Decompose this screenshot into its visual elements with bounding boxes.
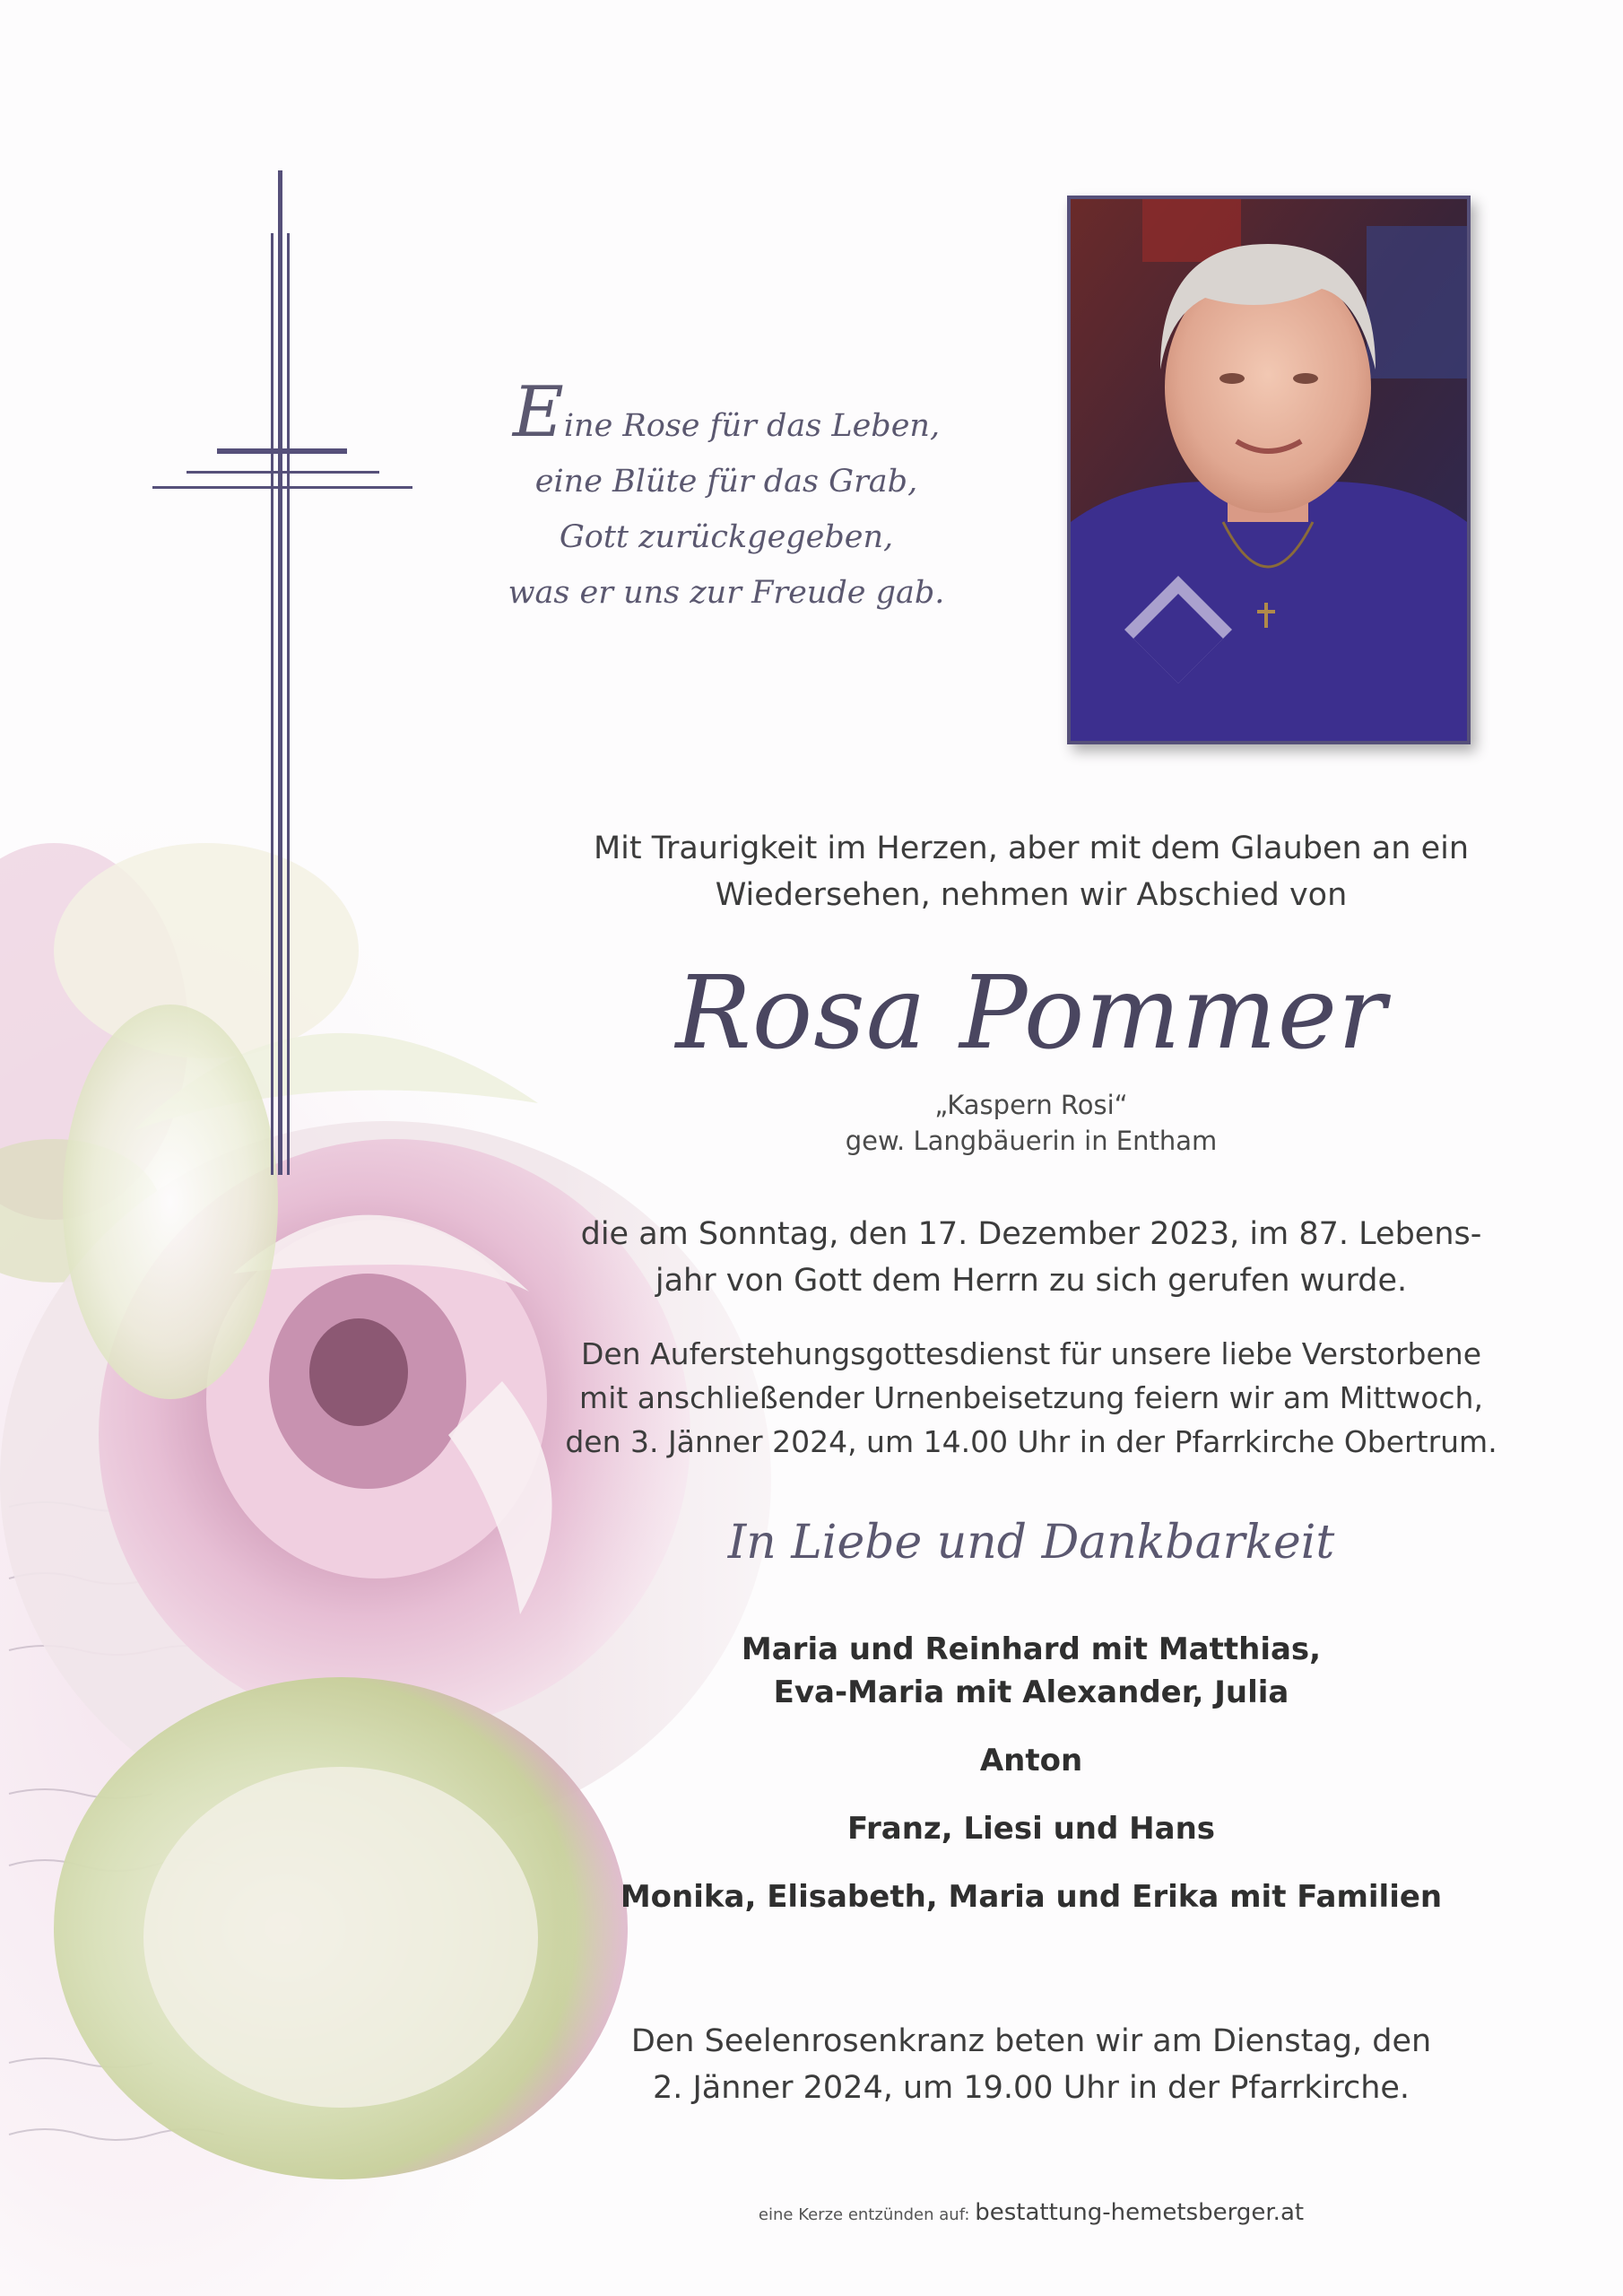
death-notice [556, 1211, 1506, 1304]
deceased-title: gew. Langbäuerin in Entham [845, 1126, 1218, 1156]
rosary-info [556, 2018, 1506, 2111]
service-info [556, 1332, 1506, 1464]
service-line-3: den 3. Jänner 2024, um 14.00 Uhr in der Pfarrkirche Obertrum. [565, 1424, 1497, 1459]
family-group-2: Anton [979, 1743, 1083, 1779]
family-group-1-line-1: Maria und Reinhard mit Matthias, [741, 1631, 1322, 1667]
poem-line-2: eine Blüte für das Grab, [534, 464, 918, 500]
poem-line-3: Gott zurückgegeben, [559, 519, 894, 555]
service-line-2: mit anschließender Urnenbeisetzung feiern wir am Mittwoch, [579, 1380, 1483, 1415]
poem-dropcap: E [512, 372, 564, 453]
family-group-1 [556, 1628, 1506, 1714]
rosary-line-1: Den Seelenrosenkranz beten wir am Dienstag, den [630, 2023, 1432, 2059]
intro-line-1: Mit Traurigkeit im Herzen, aber mit dem Glauben an ein [593, 831, 1470, 866]
deceased-name: Rosa Pommer [675, 955, 1387, 1072]
portrait-photo [1067, 196, 1471, 744]
portrait-image [1071, 199, 1467, 741]
rosary-line-2: 2. Jänner 2024, um 19.00 Uhr in der Pfarrkirche. [652, 2070, 1410, 2106]
footer [556, 2199, 1506, 2226]
death-line-1: die am Sonntag, den 17. Dezember 2023, im 87. Lebens- [580, 1216, 1482, 1252]
intro-text [556, 825, 1506, 918]
poem [466, 372, 986, 621]
family-group-3: Franz, Liesi und Hans [846, 1811, 1216, 1847]
family-group-4: Monika, Elisabeth, Maria und Erika mit Familien [620, 1879, 1443, 1915]
poem-line-1-rest: ine Rose für das Leben, [563, 408, 941, 444]
death-line-2: jahr von Gott dem Herrn zu sich gerufen wurde. [655, 1263, 1408, 1299]
family-list [556, 1628, 1506, 1944]
cross-icon [152, 170, 412, 1175]
footer-prefix: eine Kerze entzünden auf: [758, 2205, 970, 2224]
deceased-nickname: „Kaspern Rosi“ [934, 1090, 1128, 1120]
poem-line-4: was er uns zur Freude gab. [508, 575, 945, 611]
deceased-details [556, 1087, 1506, 1159]
footer-website-link[interactable]: bestattung-hemetsberger.at [975, 2199, 1305, 2226]
family-group-1-line-2: Eva-Maria mit Alexander, Julia [773, 1674, 1289, 1710]
poem-line-1 [466, 372, 986, 454]
intro-line-2: Wiedersehen, nehmen wir Abschied von [715, 877, 1348, 913]
service-line-1: Den Auferstehungsgottesdienst für unsere liebe Verstorbene [580, 1336, 1482, 1371]
thanks-heading: In Liebe und Dankbarkeit [727, 1516, 1335, 1570]
